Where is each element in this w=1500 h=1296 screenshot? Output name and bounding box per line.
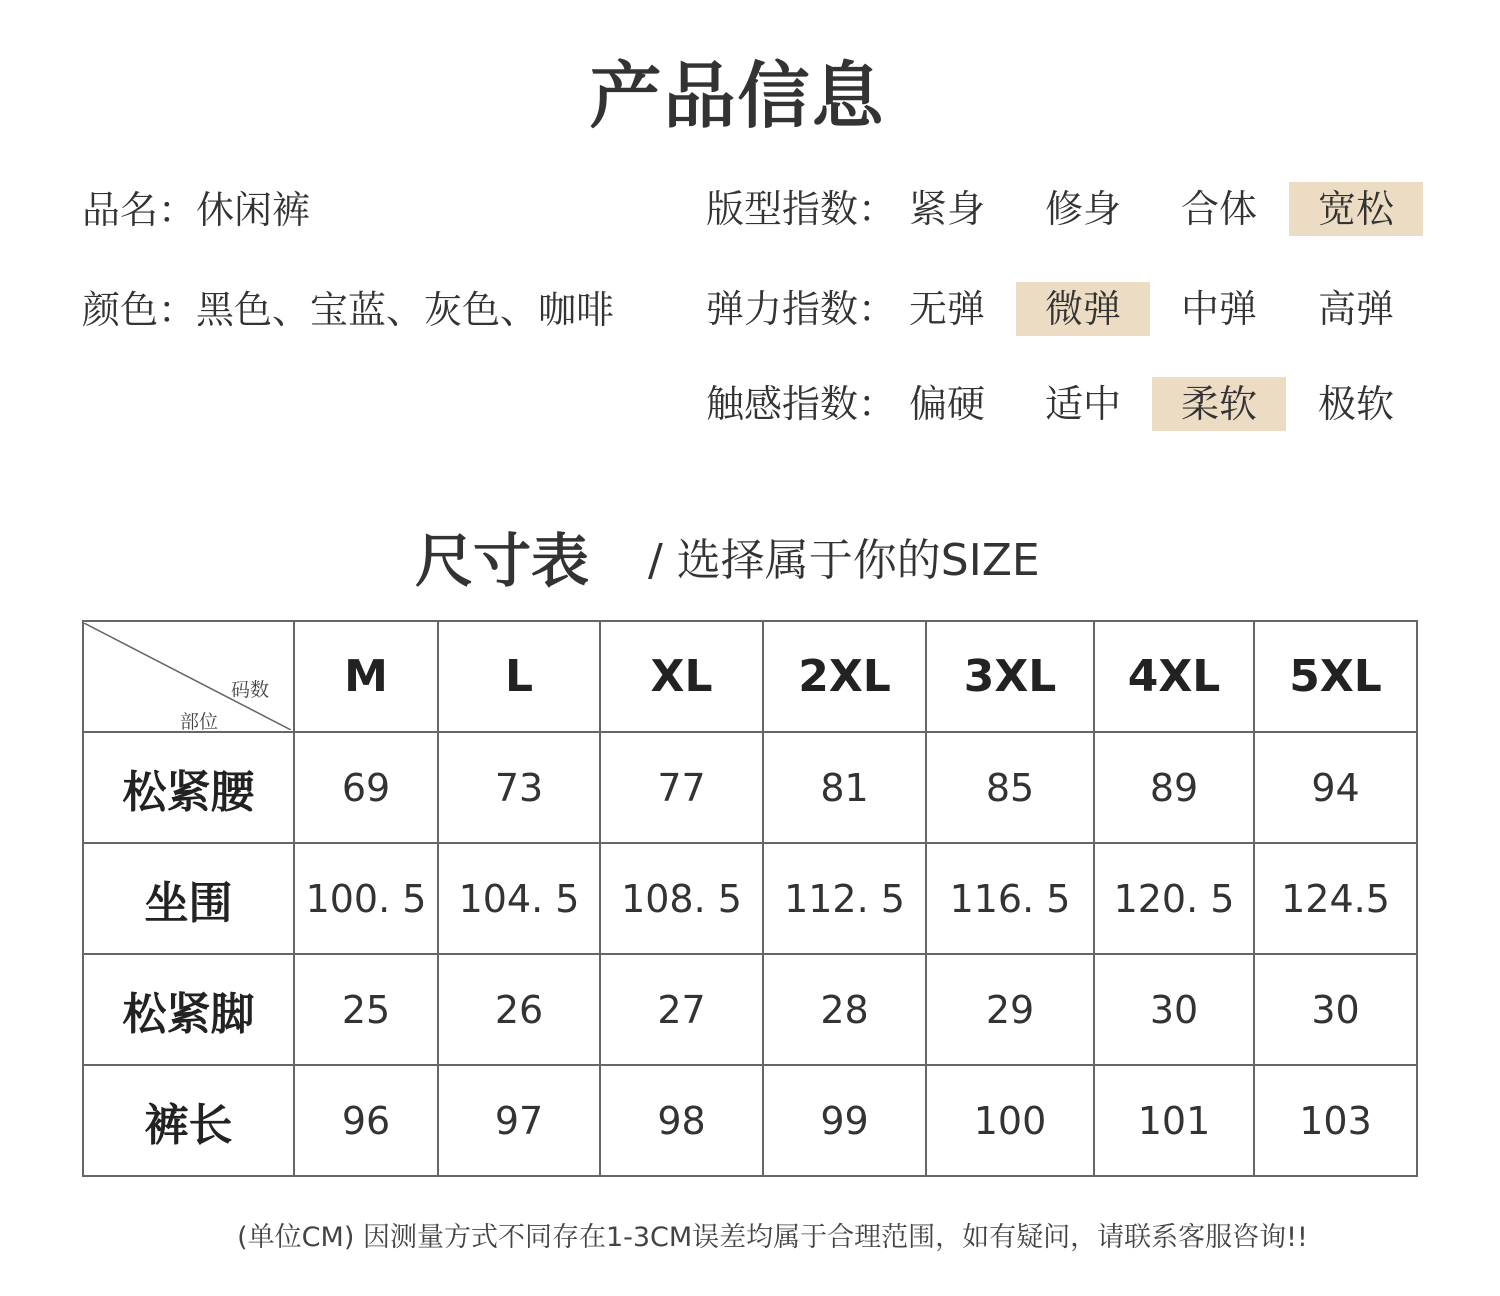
touch-option-3: 柔软: [1152, 377, 1286, 431]
fit-option-3: 合体: [1180, 187, 1257, 231]
product-name: 品名：休闲裤: [82, 188, 311, 232]
size-header: 3XL: [926, 621, 1094, 732]
page-title: 产品信息: [589, 54, 886, 138]
table-row: [83, 732, 1417, 843]
table-cell: 101: [1094, 1065, 1254, 1176]
table-cell: 98: [600, 1065, 763, 1176]
fit-option-4: 宽松: [1289, 182, 1423, 236]
table-cell: 124.5: [1254, 843, 1417, 954]
table-cell: 97: [438, 1065, 600, 1176]
size-header: 2XL: [763, 621, 926, 732]
table-cell: 94: [1254, 732, 1417, 843]
table-cell: 77: [600, 732, 763, 843]
table-cell: 69: [294, 732, 438, 843]
product-basic-info: [82, 182, 614, 338]
table-cell: 89: [1094, 732, 1254, 843]
touch-option-4: 极软: [1317, 382, 1394, 426]
row-part-label: 松紧腰: [83, 732, 294, 843]
table-cell: 28: [763, 954, 926, 1065]
table-cell: 96: [294, 1065, 438, 1176]
table-cell: 99: [763, 1065, 926, 1176]
table-cell: 26: [438, 954, 600, 1065]
table-cell: 30: [1254, 954, 1417, 1065]
size-header: XL: [600, 621, 763, 732]
table-cell: 30: [1094, 954, 1254, 1065]
size-table: [82, 620, 1418, 1177]
size-header: 4XL: [1094, 621, 1254, 732]
size-header: L: [438, 621, 600, 732]
table-cell: 25: [294, 954, 438, 1065]
row-part-label: 裤长: [83, 1065, 294, 1176]
corner-cell: [83, 621, 294, 732]
corner-part-label: 部位: [180, 711, 219, 733]
fit-option-1: 紧身: [908, 187, 985, 231]
table-cell: 112. 5: [763, 843, 926, 954]
size-chart-title: 尺寸表: [415, 527, 590, 595]
row-part-label: 松紧脚: [83, 954, 294, 1065]
size-header-row: [83, 621, 1417, 732]
table-cell: 73: [438, 732, 600, 843]
table-row: [83, 1065, 1417, 1176]
fit-option-2: 修身: [1044, 187, 1121, 231]
touch-option-1: 偏硬: [908, 382, 985, 426]
touch-index-label: 触感指数：: [706, 382, 897, 426]
fit-index-label: 版型指数：: [706, 187, 897, 231]
size-chart-heading: [0, 514, 1500, 595]
stretch-option-2: 微弹: [1016, 282, 1150, 336]
table-cell: 27: [600, 954, 763, 1065]
table-cell: 100. 5: [294, 843, 438, 954]
stretch-option-1: 无弹: [908, 287, 985, 331]
table-cell: 85: [926, 732, 1094, 843]
table-cell: 120. 5: [1094, 843, 1254, 954]
table-cell: 104. 5: [438, 843, 600, 954]
touch-option-2: 适中: [1044, 382, 1121, 426]
size-header: M: [294, 621, 438, 732]
row-part-label: 坐围: [83, 843, 294, 954]
table-cell: 103: [1254, 1065, 1417, 1176]
product-colors: 颜色：黑色、宝蓝、灰色、咖啡: [82, 288, 615, 332]
table-cell: 116. 5: [926, 843, 1094, 954]
table-cell: 29: [926, 954, 1094, 1065]
table-row: [83, 954, 1417, 1065]
table-cell: 108. 5: [600, 843, 763, 954]
stretch-option-3: 中弹: [1180, 287, 1257, 331]
size-chart-subtitle: / 选择属于你的SIZE: [648, 535, 1040, 586]
stretch-option-4: 高弹: [1317, 287, 1394, 331]
size-header: 5XL: [1254, 621, 1417, 732]
table-cell: 81: [763, 732, 926, 843]
corner-size-label: 码数: [230, 679, 269, 701]
measurement-footnote: (单位CM) 因测量方式不同存在1-3CM误差均属于合理范围，如有疑问，请联系客服咨询!!: [237, 1222, 1308, 1253]
table-cell: 100: [926, 1065, 1094, 1176]
stretch-index-label: 弹力指数：: [706, 287, 897, 331]
table-row: [83, 843, 1417, 954]
